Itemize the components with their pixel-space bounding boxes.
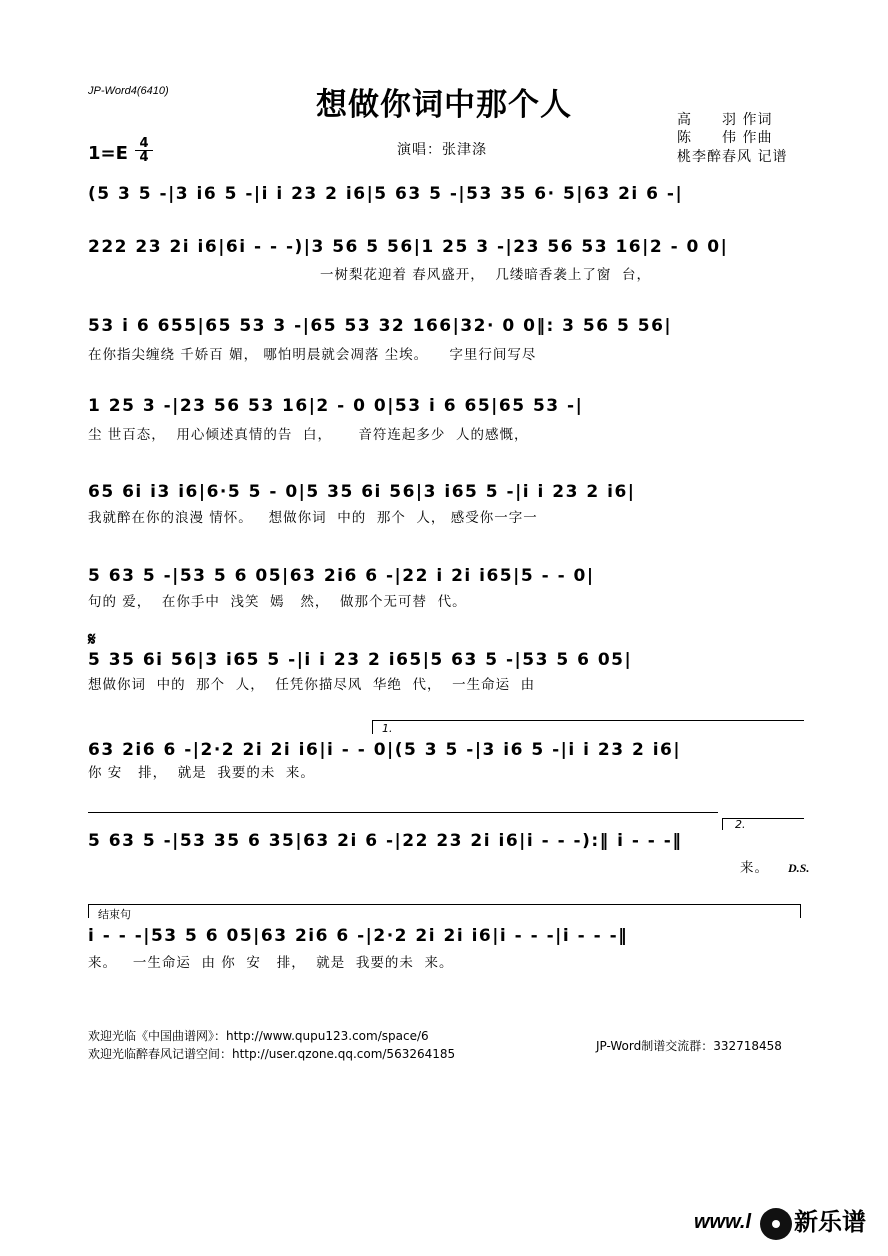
lyric-row-2: 一树梨花迎着 春风盛开， 几缕暗香袭上了窗 台， (320, 267, 651, 283)
lyric-row-7: 想做你词 中的 那个 人， 任凭你描尽风 华绝 代， 一生命运 由 (88, 677, 536, 693)
volta-1-hook (372, 720, 373, 734)
footer-qzone-link[interactable]: 欢迎光临醉春风记谱空间：http://user.qzone.qq.com/563264185 (88, 1047, 456, 1061)
lyric-row-10: 来。 一生命运 由 你 安 排， 就是 我要的未 来。 (88, 955, 454, 971)
footer-qq-group: JP-Word制谱交流群：332718458 (596, 1039, 782, 1053)
notation-row-6: 5 63 5 -|53 5 6 05|63 2i6 6 -|22 i 2i i65|5 - - 0| (88, 566, 595, 586)
lyric-row-4: 尘 世百态， 用心倾述真情的告 白， 音符连起多少 人的感慨， (88, 427, 529, 443)
notation-row-4: 1 25 3 -|23 56 53 16|2 - 0 0|53 i 6 65|65 53 -| (88, 396, 584, 416)
lyricist-credit: 高 羽 作词 (677, 112, 773, 128)
notation-row-7: 5 35 6i 56|3 i65 5 -|i i 23 2 i65|5 63 5 -|53 5 6 05| (88, 650, 633, 670)
volta-1-bracket (372, 720, 804, 721)
coda-bracket-hook-left (88, 904, 89, 918)
singer-credit: 演唱：张津涤 (397, 142, 487, 158)
coda-bracket-hook-right (800, 904, 801, 918)
volta-2-hook (722, 818, 723, 830)
volta-1-label: 1. (382, 722, 393, 735)
song-title: 想做你词中那个人 (316, 87, 572, 123)
logo-url-text: www.l (694, 1211, 752, 1233)
notation-row-3: 53 i 6 655|65 53 3 -|65 53 32 166|32· 0 0‖: 3 56 5 56| (88, 316, 673, 336)
notation-row-10: i - - -|53 5 6 05|63 2i6 6 -|2·2 2i 2i i6|i - - -|i - - -‖ (88, 926, 629, 946)
time-signature (135, 137, 153, 164)
logo-disc-icon (760, 1208, 792, 1240)
lyric-row-3: 在你指尖缠绕 千娇百 媚， 哪怕明晨就会凋落 尘埃。 字里行间写尽 (88, 347, 537, 363)
lyric-row-8: 你 安 排， 就是 我要的未 来。 (88, 765, 315, 781)
software-label: JP-Word4(6410) (88, 85, 169, 97)
volta-1-continuation (88, 812, 718, 813)
lyric-row-5: 我就醉在你的浪漫 情怀。 想做你词 中的 那个 人， 感受你一字一 (88, 510, 538, 526)
dal-segno-mark: D.S. (788, 861, 810, 875)
segno-sign: 𝄋 (88, 629, 96, 650)
notation-row-1: (5 3 5 -|3 i6 5 -|i i 23 2 i6|5 63 5 -|53 35 6· 5|63 2i 6 -| (88, 184, 684, 204)
notation-row-8: 63 2i6 6 -|2·2 2i 2i i6|i - - 0|(5 3 5 -|3 i6 5 -|i i 23 2 i6| (88, 740, 682, 760)
key-signature: 1=E (88, 143, 128, 164)
time-signature-bottom: 4 (139, 150, 149, 165)
volta-2-label: 2. (735, 818, 746, 831)
notation-row-9: 5 63 5 -|53 35 6 35|63 2i 6 -|22 23 2i i6|i - - -):‖ i - - -‖ (88, 831, 683, 851)
composer-credit: 陈 伟 作曲 (677, 130, 773, 146)
notation-row-5: 65 6i i3 i6|6·5 5 - 0|5 35 6i 56|3 i65 5 -|i i 23 2 i6| (88, 482, 636, 502)
coda-bracket (88, 904, 800, 905)
transcriber-credit: 桃李醉春风 记谱 (677, 149, 788, 165)
notation-row-2: 222 23 2i i6|6i - - -)|3 56 5 56|1 25 3 -|23 56 53 16|2 - 0 0| (88, 237, 729, 257)
lyric-row-6: 句的 爱， 在你手中 浅笑 嫣 然， 做那个无可替 代。 (88, 594, 467, 610)
lyric-row-9: 来。 (740, 860, 769, 876)
time-signature-top: 4 (135, 137, 153, 151)
coda-label: 结束句 (98, 908, 131, 921)
footer-site-link[interactable]: 欢迎光临《中国曲谱网》：http://www.qupu123.com/space/6 (88, 1029, 429, 1043)
logo-brand-text: 新乐谱 (794, 1208, 866, 1236)
